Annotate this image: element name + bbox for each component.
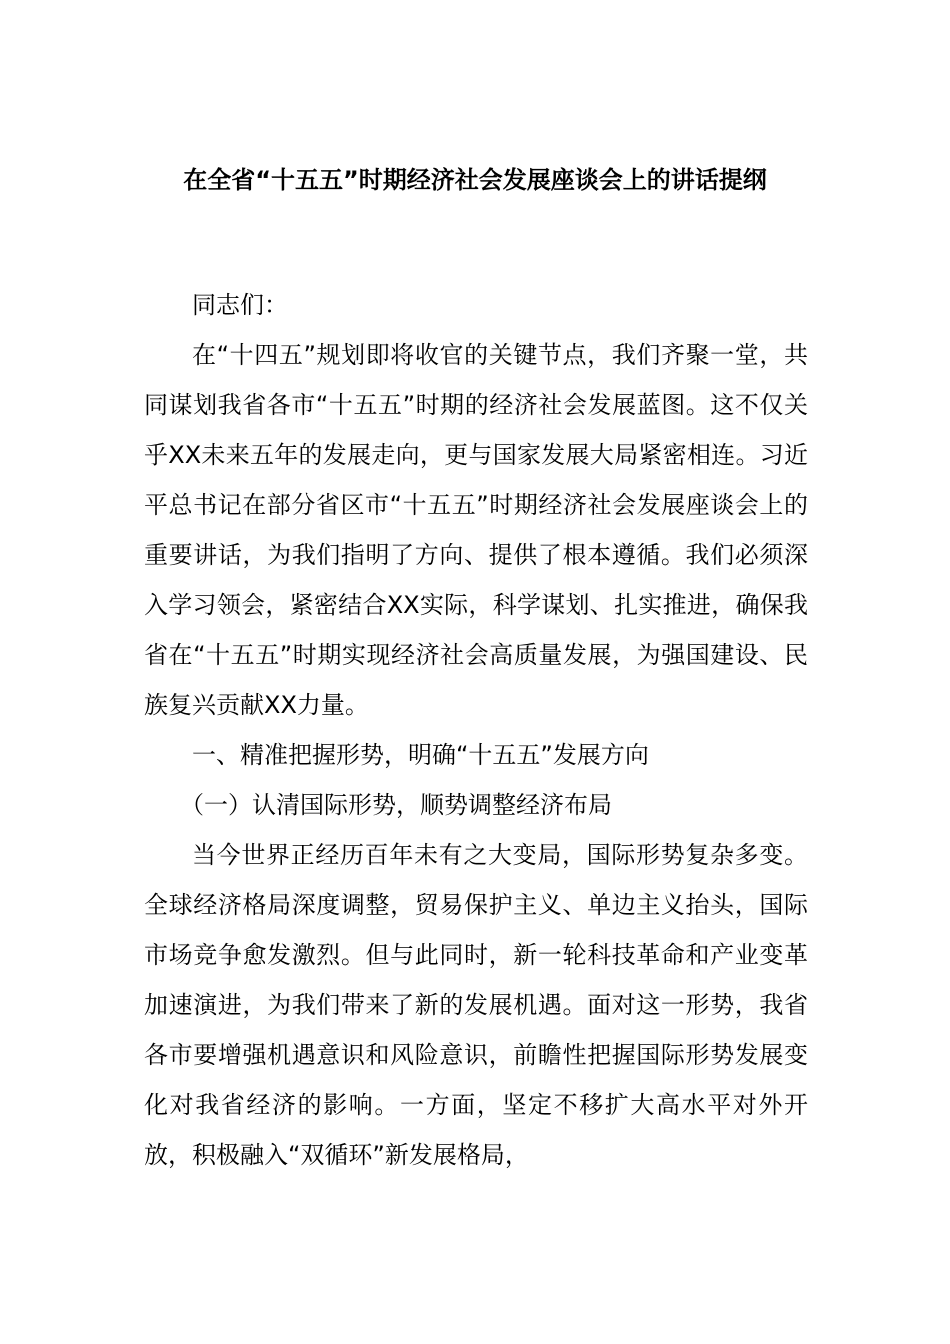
body-paragraph: 当今世界正经历百年未有之大变局，国际形势复杂多变。全球经济格局深度调整，贸易保护主义、单边主义抬头，国际市场竞争愈发激烈。但与此同时，新一轮科技革命和产业变革加速演进，为我们带来了新的发展机遇。面对这一形势，我省各市要增强机遇意识和风险意识，前瞻性把握国际形势发展变化对我省经济的影响。一方面，坚定不移扩大高水平对外开放，积极融入“双循环”新发展格局， [144,841,808,1169]
document-body [144,280,808,1180]
document-title: 在全省“十五五”时期经济社会发展座谈会上的讲话提纲 [183,166,767,194]
subsection-heading-1: （一）认清国际形势，顺势调整经济布局 [180,791,612,819]
greeting: 同志们： [192,291,288,319]
intro-paragraph: 在“十四五”规划即将收官的关键节点，我们齐聚一堂，共同谋划我省各市“十五五”时期的经济社会发展蓝图。这不仅关乎XX未来五年的发展走向，更与国家发展大局紧密相连。习近平总书记在部分省区市“十五五”时期经济社会发展座谈会上的重要讲话，为我们指明了方向、提供了根本遵循。我们必须深入学习领会，紧密结合XX实际，科学谋划、扎实推进，确保我省在“十五五”时期实现经济社会高质量发展，为强国建设、民族复兴贡献XX力量。 [144,341,808,719]
section-heading-1: 一、精准把握形势，明确“十五五”发展方向 [192,741,649,769]
